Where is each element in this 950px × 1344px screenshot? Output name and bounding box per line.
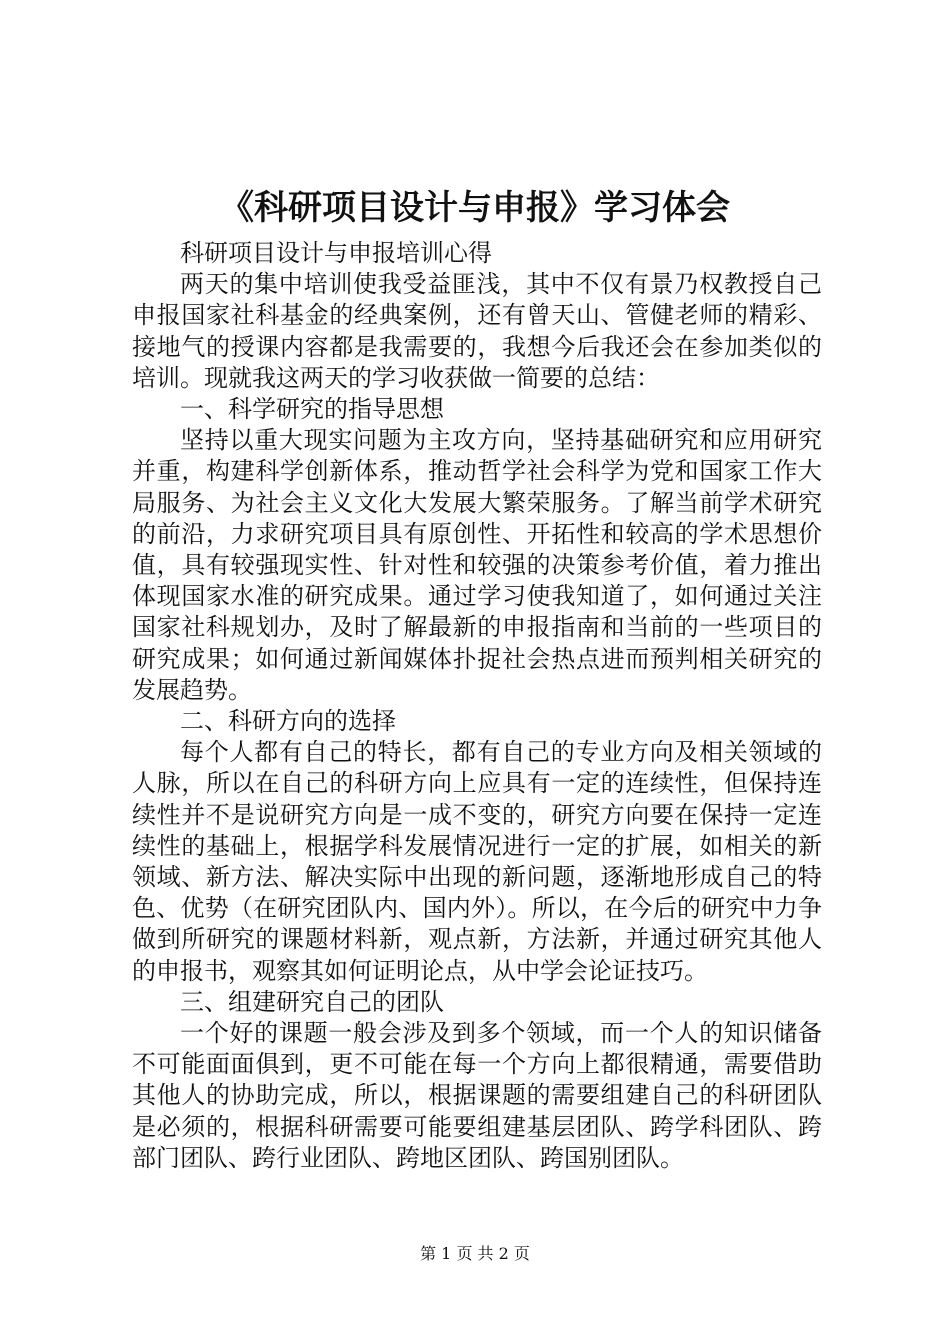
section-heading-2: 二、科研方向的选择	[180, 707, 396, 736]
document-title: 《科研项目设计与申报》学习体会	[220, 188, 730, 228]
subtitle-paragraph: 科研项目设计与申报培训心得	[180, 239, 492, 267]
document-body	[132, 238, 822, 1174]
intro-paragraph: 两天的集中培训使我受益匪浅，其中不仅有景乃权教授自己申报国家社科基金的经典案例，还有曾天山、管健老师的精彩、接地气的授课内容都是我需要的，我想今后我还会在参加类似的培训。现就我这两天的学习收获做一简要的总结：	[132, 270, 822, 392]
section-1-paragraph: 坚持以重大现实问题为主攻方向，坚持基础研究和应用研究并重，构建科学创新体系，推动哲学社会科学为党和国家工作大局服务、为社会主义文化大发展大繁荣服务。了解当前学术研究的前沿，力求研究项目具有原创性、开拓性和较高的学术思想价值，具有较强现实性、针对性和较强的决策参考价值，着力推出体现国家水准的研究成果。通过学习使我知道了，如何通过关注国家社科规划办，及时了解最新的申报指南和当前的一些项目的研究成果；如何通过新闻媒体扑捉社会热点进而预判相关研究的发展趋势。	[132, 426, 822, 704]
section-2-paragraph: 每个人都有自己的特长，都有自己的专业方向及相关领域的人脉，所以在自己的科研方向上应具有一定的连续性，但保持连续性并不是说研究方向是一成不变的，研究方向要在保持一定连续性的基础上，根据学科发展情况进行一定的扩展，如相关的新领域、新方法、解决实际中出现的新问题，逐渐地形成自己的特色、优势（在研究团队内、国内外）。所以，在今后的研究中力争做到所研究的课题材料新，观点新，方法新，并通过研究其他人的申报书，观察其如何证明论点，从中学会论证技巧。	[132, 738, 822, 985]
section-heading-3: 三、组建研究自己的团队	[180, 987, 444, 1016]
page-number-footer: 第 1 页 共 2 页	[420, 1244, 530, 1263]
section-heading-1: 一、科学研究的指导思想	[180, 395, 444, 424]
section-3-paragraph: 一个好的课题一般会涉及到多个领域，而一个人的知识储备不可能面面俱到，更不可能在每一个方向上都很精通，需要借助其他人的协助完成，所以，根据课题的需要组建自己的科研团队是必须的，根据科研需要可能要组建基层团队、跨学科团队、跨部门团队、跨行业团队、跨地区团队、跨国别团队。	[132, 1019, 822, 1172]
